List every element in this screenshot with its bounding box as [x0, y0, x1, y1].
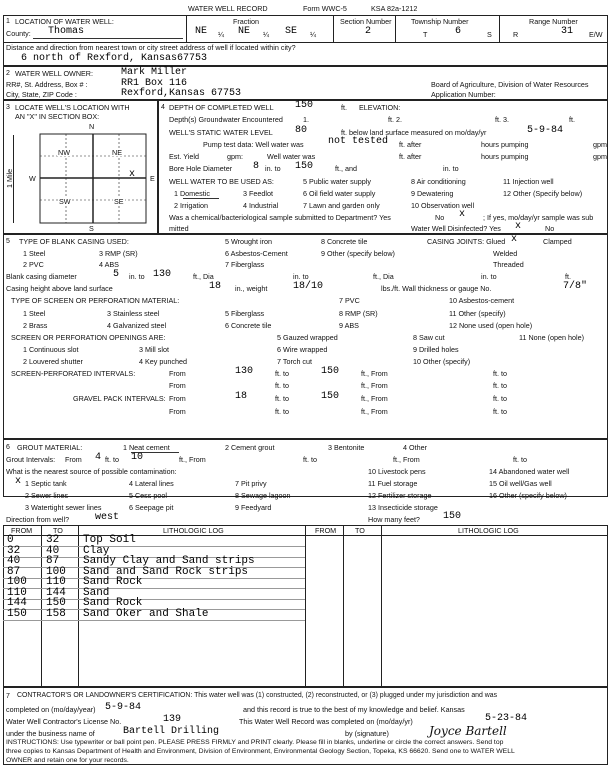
static-value: 80: [295, 125, 308, 136]
county-label: County:: [6, 29, 31, 38]
log-row-to: 100: [46, 565, 66, 578]
application-label: Application Number:: [431, 90, 496, 99]
casing-concrete: 8 Concrete tile: [321, 237, 368, 246]
casing-dia-in-2: in. to: [481, 272, 497, 281]
log-row-from: 32: [7, 544, 21, 557]
src-livestock: 10 Livestock pens: [368, 467, 426, 476]
use-observation: 10 Observation well: [411, 201, 475, 210]
use-public: 5 Public water supply: [303, 177, 371, 186]
gravel-ft-to-3: ft. to: [275, 407, 289, 416]
address-label: RR#, St. Address, Box # :: [6, 80, 88, 89]
quarter-3: ¼: [310, 30, 316, 39]
perf-from-1: From: [169, 369, 186, 378]
log-row-to: 150: [46, 597, 66, 609]
casing-rmp: 3 RMP (SR): [99, 249, 138, 258]
how-many-label: How many feet?: [368, 515, 420, 524]
location-label: LOCATION OF WATER WELL:: [15, 17, 114, 26]
log-header-from-2: FROM: [315, 526, 337, 535]
perf-label: SCREEN-PERFORATED INTERVALS:: [11, 369, 136, 378]
township-s: S: [487, 30, 492, 39]
section-5-number: 5: [6, 238, 10, 245]
screen-brass: 2 Brass: [23, 321, 48, 330]
opening-gauzed: 5 Gauzed wrapped: [277, 333, 338, 342]
screen-steel: 1 Steel: [23, 309, 46, 318]
casing-dia-ft-2: ft., Dia: [373, 272, 394, 281]
static-date: 5-9-84: [527, 125, 564, 136]
gravel-ft-to-2: ft. to: [493, 394, 507, 403]
static-tail: ft. below land surface measured on mo/day/yr: [341, 128, 487, 137]
log-row-to: 40: [46, 544, 60, 557]
casing-abs: 4 ABS: [99, 260, 119, 269]
compass-e: E: [150, 174, 155, 183]
water-well-record-form: [3, 3, 608, 765]
screen-type-label: TYPE OF SCREEN OR PERFORATION MATERIAL:: [11, 296, 180, 305]
grout-neat: 1 Neat cement: [123, 443, 170, 452]
casing-pvc: 2 PVC: [23, 260, 44, 269]
perf-from-2: From: [169, 381, 186, 390]
fraction-1: NE: [195, 26, 208, 37]
owner-value: Mark Miller: [121, 67, 188, 78]
yield-after: ft. after: [399, 152, 422, 161]
pump-hours: hours pumping: [481, 140, 529, 149]
grout-ft-from: ft., From: [179, 455, 206, 464]
src-cess: 5 Cess pool: [129, 491, 167, 500]
grout-label: GROUT MATERIAL:: [17, 443, 83, 452]
groundwater-label: Depth(s) Groundwater Encountered: [169, 115, 283, 124]
static-label: WELL'S STATIC WATER LEVEL: [169, 128, 273, 137]
distance-value: 6 north of Rexford, Kansas67753: [21, 53, 208, 64]
gravel-ft-to-1: ft. to: [275, 394, 289, 403]
casing-in-weight: in., weight: [235, 284, 268, 293]
use-label: WELL WATER TO BE USED AS:: [169, 177, 274, 186]
gravel-from-value: 18: [235, 391, 248, 402]
log-row-desc: Sand: [83, 586, 110, 599]
casing-gauge: 7/8": [563, 281, 588, 292]
perf-ft-to-1: ft. to: [275, 369, 289, 378]
log-row-to: 158: [46, 607, 66, 620]
joints-threaded: Threaded: [493, 260, 524, 269]
cert-line-2: and this record is true to the best of my knowledge and belief. Kansas: [243, 705, 465, 714]
cert-line-1: CONTRACTOR'S OR LANDOWNER'S CERTIFICATION: This water well was (1) constructed, (2) reconstructed, or (3) plugged under my jurisdiction and was: [17, 692, 498, 699]
pump-gpm: gpm: [593, 140, 607, 149]
owner-label: WATER WELL OWNER:: [15, 69, 93, 78]
use-lawn: 7 Lawn and garden only: [303, 201, 380, 210]
gravel-ft-from-2: ft., From: [361, 407, 388, 416]
gw-3: ft. 3.: [495, 115, 509, 124]
perf-ft-from-1: ft., From: [361, 369, 388, 378]
src-sewer: 2 Sewer lines: [25, 491, 69, 500]
gravel-to-value: 150: [321, 391, 340, 402]
record-completed-label: This Water Well Record was completed on (mo/day/yr): [239, 717, 413, 726]
joints-clamped: Clamped: [543, 237, 572, 246]
src-feedyard: 9 Feedyard: [235, 503, 272, 512]
opening-saw: 8 Saw cut: [413, 333, 445, 342]
form-title: WATER WELL RECORD: [188, 4, 268, 13]
grout-ft-to: ft. to: [105, 455, 119, 464]
pump-test-label: Pump test data: Well water was: [203, 140, 304, 149]
log-header-from: FROM: [11, 526, 33, 535]
city-label: City, State, ZIP Code :: [6, 90, 77, 99]
opening-none: 11 None (open hole): [519, 333, 584, 342]
screen-fiberglass: 5 Fiberglass: [225, 309, 265, 318]
gravel-label: GRAVEL PACK INTERVALS:: [73, 394, 166, 403]
screen-galvanized: 4 Galvanized steel: [107, 321, 167, 330]
screen-rmp: 8 RMP (SR): [339, 309, 378, 318]
perf-ft-to-2: ft. to: [493, 369, 507, 378]
opening-louvered: 2 Louvered shutter: [23, 357, 83, 366]
casing-diameter-label: Blank casing diameter: [6, 272, 77, 281]
grout-bentonite: 3 Bentonite: [328, 443, 365, 452]
fraction-2: NE: [238, 26, 251, 37]
casing-height: 18: [209, 281, 222, 292]
range-ew: E/W: [589, 30, 603, 39]
section-7-number: 7: [6, 693, 10, 700]
grout-intervals-label: Grout Intervals:: [6, 455, 56, 464]
use-irrigation: 2 Irrigation: [174, 201, 208, 210]
chem-mark: x: [459, 209, 466, 220]
src-other: 16 Other (specify below): [489, 491, 567, 500]
signature: Joyce Bartell: [429, 724, 507, 738]
how-many-value: 150: [443, 511, 462, 522]
use-dewatering: 9 Dewatering: [411, 189, 454, 198]
use-industrial: 4 Industrial: [243, 201, 279, 210]
src-fertilizer: 12 Fertilizer storage: [368, 491, 432, 500]
perf-to-value: 150: [321, 366, 340, 377]
casing-dia-ft: ft., Dia: [193, 272, 214, 281]
gw-2: ft. 2.: [388, 115, 402, 124]
direction-value: west: [95, 512, 120, 523]
bore-to: 150: [295, 161, 314, 172]
screen-pvc: 7 PVC: [339, 296, 360, 305]
src-lateral: 4 Lateral lines: [129, 479, 174, 488]
well-location-mark: x: [129, 169, 136, 180]
gw-ft: ft.: [569, 115, 575, 124]
use-feedlot: 3 Feedlot: [243, 189, 273, 198]
city-value: Rexford,Kansas 67753: [121, 88, 242, 99]
township-number: 6: [455, 26, 462, 37]
pump-after: ft. after: [399, 140, 422, 149]
gravel-from-2: From: [169, 407, 186, 416]
compass-n: N: [89, 122, 95, 131]
casing-diameter: 5: [113, 269, 120, 280]
elevation-label: ELEVATION:: [359, 103, 401, 112]
pump-test-value: not tested: [328, 136, 389, 147]
grout-ft-to-2: ft. to: [303, 455, 317, 464]
use-injection: 11 Injection well: [503, 177, 554, 186]
section-number-label: Section Number: [340, 17, 392, 26]
screen-asbestos: 10 Asbestos-cement: [449, 296, 515, 305]
grout-other: 4 Other: [403, 443, 427, 452]
instructions-2: three copies to Kansas Department of Health and Environment, Division of Environment, Environmental Geology Section, Topeka, KS 66620. Send one to WATER WELL: [6, 748, 515, 755]
grout-from: 4: [95, 452, 102, 463]
fraction-label: Fraction: [233, 17, 259, 26]
bore-ft-and: ft., and: [335, 164, 357, 173]
screen-abs: 9 ABS: [339, 321, 359, 330]
casing-dia-in-to: in. to: [129, 272, 145, 281]
log-header-desc: LITHOLOGIC LOG: [163, 526, 224, 535]
range-r: R: [513, 30, 519, 39]
section-3-number: 3: [6, 104, 10, 111]
grout-from-label: From: [65, 455, 82, 464]
log-row-from: 87: [7, 565, 21, 578]
src-seepage: 6 Seepage pit: [129, 503, 174, 512]
casing-lbs: lbs./ft. Wall thickness or gauge No.: [381, 284, 492, 293]
log-header-desc-2: LITHOLOGIC LOG: [458, 526, 519, 535]
cert-completed-label: completed on (mo/day/year): [6, 705, 96, 714]
log-row-desc: Top Soil: [83, 534, 136, 546]
src-oil-gas: 15 Oil well/Gas well: [489, 479, 552, 488]
log-row-from: 150: [7, 607, 27, 620]
bore-in-to-2: in. to: [443, 164, 459, 173]
quarter-1: ¼: [218, 30, 224, 39]
distance-label: Distance and direction from nearest town or city street address of well if located within city?: [6, 43, 296, 52]
county-value: Thomas: [48, 26, 85, 37]
src-lagoon: 8 Sewage lagoon: [235, 491, 291, 500]
log-row-from: 40: [7, 555, 21, 567]
log-row-desc: Clay: [83, 544, 110, 557]
gravel-ft-from-1: ft., From: [361, 394, 388, 403]
src-insecticide: 13 Insecticide storage: [368, 503, 438, 512]
log-row-from: 0: [7, 534, 14, 546]
log-header-to: TO: [53, 526, 63, 535]
src-watertight: 3 Watertight sewer lines: [25, 503, 102, 512]
disinfected-mark: x: [515, 221, 522, 232]
direction-label: Direction from well?: [6, 515, 70, 524]
use-other: 12 Other (Specify below): [503, 189, 583, 198]
joints-label: CASING JOINTS: Glued: [427, 237, 506, 246]
mile-label: 1 Mile: [5, 168, 14, 188]
grid-nw: NW: [58, 148, 70, 157]
gravel-from-1: From: [169, 394, 186, 403]
log-row-desc: Sandy Clay and Sand strips: [83, 555, 255, 567]
src-fuel: 11 Fuel storage: [368, 479, 418, 488]
locate-label-1: LOCATE WELL'S LOCATION WITH: [15, 103, 130, 112]
opening-key: 4 Key punched: [139, 357, 187, 366]
grout-cement: 2 Cement grout: [225, 443, 275, 452]
casing-weight: 18/10: [293, 281, 324, 292]
perf-ft-to-3: ft. to: [275, 381, 289, 390]
perf-ft-to-4: ft. to: [493, 381, 507, 390]
log-row-desc: Sand and Sand Rock strips: [83, 565, 249, 578]
yield-well-water: Well water was: [267, 152, 316, 161]
grout-ft-from-2: ft., From: [393, 455, 420, 464]
perf-from-value: 130: [235, 366, 254, 377]
log-row-to: 144: [46, 586, 66, 599]
grid-sw: SW: [59, 197, 71, 206]
log-header-to-2: TO: [355, 526, 365, 535]
casing-other: 9 Other (specify below): [321, 249, 395, 258]
chem-label: Was a chemical/bacteriological sample submitted to Department? Yes: [169, 213, 391, 222]
log-row-to: 110: [46, 576, 66, 588]
yield-gpm: gpm:: [227, 152, 243, 161]
src-pit-privy: 7 Pit privy: [235, 479, 267, 488]
contamination-label: What is the nearest source of possible contamination:: [6, 467, 177, 476]
ksa-number: KSA 82a-1212: [371, 4, 418, 13]
use-air: 8 Air conditioning: [411, 177, 466, 186]
perf-ft-from-2: ft., From: [361, 381, 388, 390]
yield-gpm-2: gpm: [593, 152, 607, 161]
depth-ft: ft.: [341, 103, 347, 112]
opening-mill: 3 Mill slot: [139, 345, 169, 354]
compass-s: S: [89, 224, 94, 233]
license-label: Water Well Contractor's License No.: [6, 717, 122, 726]
casing-asbestos: 6 Asbestos-Cement: [225, 249, 288, 258]
gw-1: 1.: [303, 115, 309, 124]
src-septic: 1 Septic tank: [25, 479, 67, 488]
township-label: Township Number: [411, 17, 469, 26]
casing-wrought: 5 Wrought iron: [225, 237, 273, 246]
log-row-from: 110: [7, 586, 27, 599]
disinfected-no: No: [545, 224, 555, 233]
blank-casing-label: TYPE OF BLANK CASING USED:: [19, 237, 129, 246]
bore-label: Bore Hole Diameter: [169, 164, 233, 173]
instructions-1: INSTRUCTIONS: Use typewriter or ball point pen. PLEASE PRESS FIRMLY and PRINT clearly. Please fill in blanks, underline or circle the correct answers. Send top: [6, 739, 504, 746]
signature-label: by (signature): [345, 729, 389, 738]
screen-stainless: 3 Stainless steel: [107, 309, 160, 318]
section-2-number: 2: [6, 70, 10, 77]
opening-drilled: 9 Drilled holes: [413, 345, 459, 354]
business-label: under the business name of: [6, 729, 95, 738]
chem-no: No: [435, 213, 445, 222]
log-row-to: 32: [46, 534, 60, 546]
grout-to: 10: [131, 452, 144, 463]
casing-steel: 1 Steel: [23, 249, 46, 258]
casing-diameter-to: 130: [153, 269, 172, 280]
instructions-3: OWNER and retain one for your records.: [6, 757, 129, 764]
fraction-3: SE: [285, 26, 298, 37]
use-oil-field: 6 Oil field water supply: [303, 189, 376, 198]
range-label: Range Number: [529, 17, 578, 26]
log-row-desc: Sand Rock: [83, 576, 143, 588]
business-value: Bartell Drilling: [123, 726, 220, 737]
log-row-to: 87: [46, 555, 60, 567]
casing-dia-ft-3: ft.: [565, 272, 571, 281]
joints-welded: Welded: [493, 249, 518, 258]
locate-label-2: AN "X" IN SECTION BOX:: [15, 112, 100, 121]
yield-label: Est. Yield: [169, 152, 199, 161]
grid-ne: NE: [112, 148, 122, 157]
src-abandoned: 14 Abandoned water well: [489, 467, 570, 476]
opening-continuous: 1 Continuous slot: [23, 345, 79, 354]
chem-tail: ; If yes, mo/day/yr sample was sub: [483, 213, 594, 222]
screen-none: 12 None used (open hole): [449, 321, 533, 330]
section-4-number: 4: [161, 104, 165, 111]
screen-other: 11 Other (specify): [449, 309, 506, 318]
screen-concrete: 6 Concrete tile: [225, 321, 272, 330]
casing-dia-in: in. to: [293, 272, 309, 281]
bore-in-to: in. to: [265, 164, 281, 173]
township-t: T: [423, 30, 428, 39]
cert-completed: 5-9-84: [105, 702, 142, 713]
section-number: 2: [365, 26, 372, 37]
bore-value: 8: [253, 161, 260, 172]
log-row-desc: Sand Rock: [83, 597, 143, 609]
disinfected-label: Water Well Disinfected? Yes: [411, 224, 501, 233]
gravel-ft-to-4: ft. to: [493, 407, 507, 416]
section-1-number: 1: [6, 18, 10, 25]
opening-other: 10 Other (specify): [413, 357, 471, 366]
joints-mark: x: [511, 234, 518, 245]
casing-fiberglass: 7 Fiberglass: [225, 260, 265, 269]
log-row-from: 100: [7, 576, 27, 588]
use-domestic: 1 Domestic: [174, 189, 210, 198]
openings-label: SCREEN OR PERFORATION OPENINGS ARE:: [11, 333, 166, 342]
depth-label: DEPTH OF COMPLETED WELL: [169, 103, 274, 112]
board-label: Board of Agriculture, Division of Water Resources: [431, 80, 589, 89]
address-value: RR1 Box 116: [121, 78, 188, 89]
quarter-2: ¼: [263, 30, 269, 39]
grout-ft-to-3: ft. to: [513, 455, 527, 464]
license-value: 139: [163, 714, 182, 725]
log-row-desc: Sand Oker and Shale: [83, 607, 209, 620]
log-row-divider: [3, 620, 305, 621]
chem-mitted: mitted: [169, 224, 189, 233]
contamination-mark: x: [15, 476, 22, 487]
section-6-number: 6: [6, 444, 10, 451]
casing-height-label: Casing height above land surface: [6, 284, 113, 293]
record-completed: 5-23-84: [485, 713, 528, 724]
range-number: 31: [561, 26, 574, 37]
grid-se: SE: [114, 197, 124, 206]
opening-torch: 7 Torch cut: [277, 357, 313, 366]
yield-hours: hours pumping: [481, 152, 529, 161]
log-row-from: 144: [7, 597, 27, 609]
depth-value: 150: [295, 100, 314, 111]
opening-wire: 6 Wire wrapped: [277, 345, 328, 354]
form-number: Form WWC-5: [303, 4, 347, 13]
compass-w: W: [29, 174, 36, 183]
